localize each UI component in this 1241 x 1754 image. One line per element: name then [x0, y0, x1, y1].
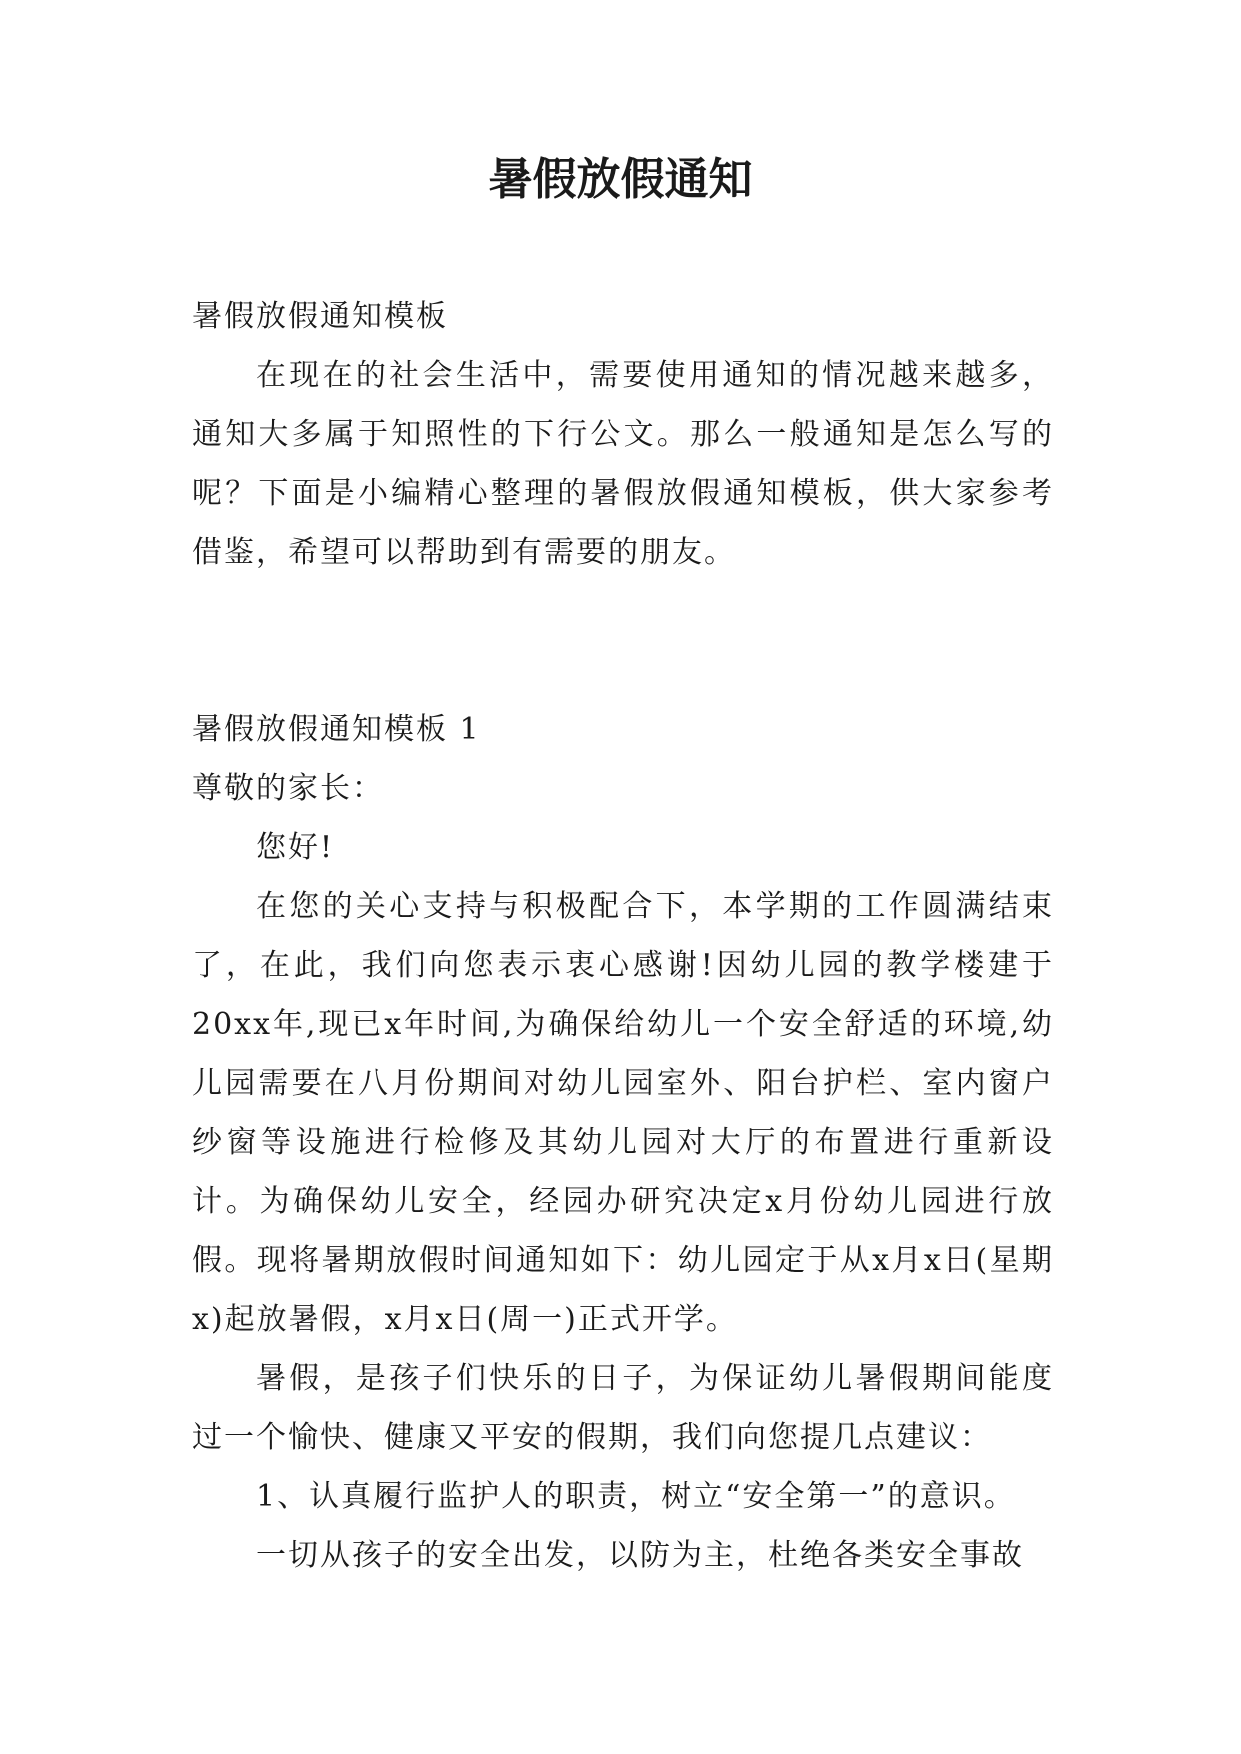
document-body	[192, 287, 1054, 1585]
document-subtitle: 暑假放假通知模板	[192, 299, 448, 334]
notice-paragraph: 在您的关心支持与积极配合下，本学期的工作圆满结束了，在此，我们向您表示衷心感谢!因幼儿园的教学楼建于20xx年,现已x年时间,为确保给幼儿一个安全舒适的环境,幼儿园需要在八月份期间对幼儿园室外、阳台护栏、室内窗户纱窗等设施进行检修及其幼儿园对大厅的布置进行重新设计。为确保幼儿安全，经园办研究决定x月份幼儿园进行放假。现将暑期放假时间通知如下：幼儿园定于从x月x日(星期x)起放暑假，x月x日(周一)正式开学。	[192, 889, 1054, 1337]
section-heading: 暑假放假通知模板 1	[192, 712, 481, 747]
section-spacer	[192, 582, 1054, 700]
suggestion-paragraph: 暑假，是孩子们快乐的日子，为保证幼儿暑假期间能度过一个愉快、健康又平安的假期，我们向您提几点建议：	[192, 1361, 1054, 1455]
salutation: 尊敬的家长：	[192, 771, 384, 806]
suggestion-item-1-continued: 一切从孩子的安全出发，以防为主，杜绝各类安全事故	[256, 1538, 1024, 1573]
suggestion-item-1: 1、认真履行监护人的职责，树立“安全第一”的意识。	[256, 1479, 1016, 1514]
intro-paragraph: 在现在的社会生活中，需要使用通知的情况越来越多，通知大多属于知照性的下行公文。那么一般通知是怎么写的呢？下面是小编精心整理的暑假放假通知模板，供大家参考借鉴，希望可以帮助到有需要的朋友。	[192, 358, 1054, 570]
greeting: 您好!	[256, 830, 335, 865]
document-title: 暑假放假通知	[488, 154, 753, 205]
